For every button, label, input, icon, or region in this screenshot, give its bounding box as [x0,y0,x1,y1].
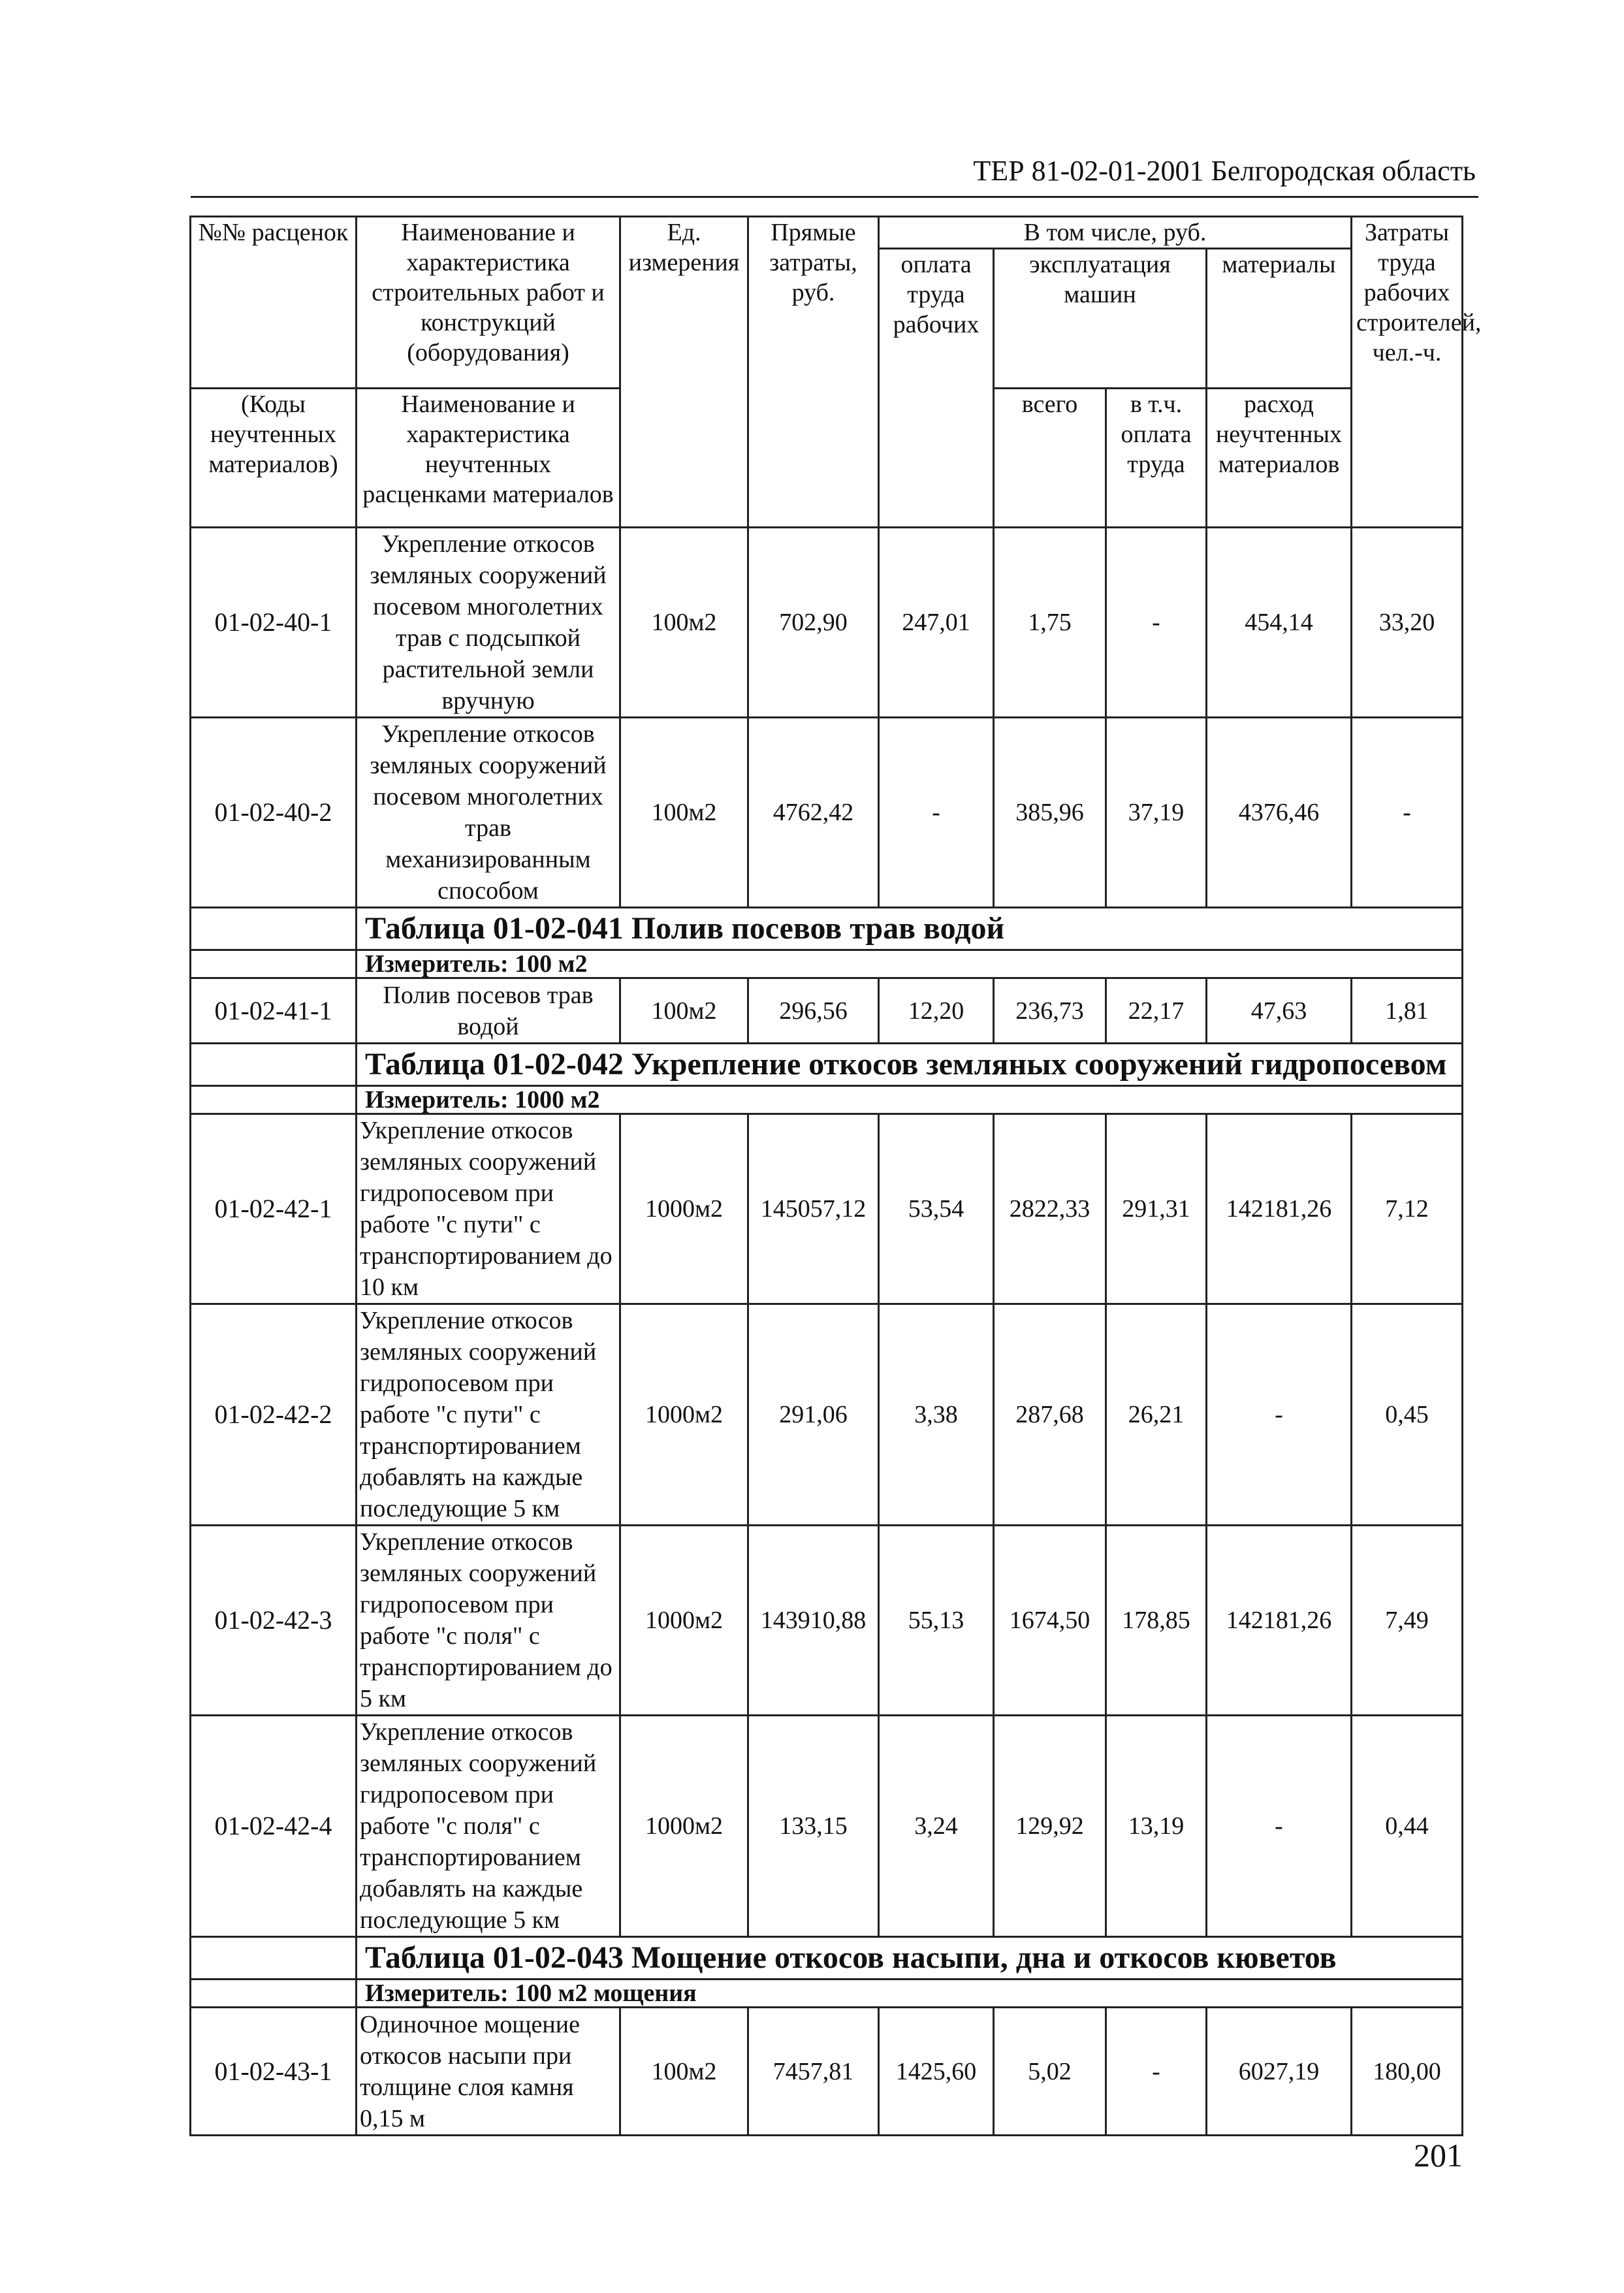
section-title-row [191,908,1463,950]
labor-costs: 0,45 [1352,1304,1463,1526]
machines-total: 287,68 [994,1304,1106,1526]
section-title-row [191,1044,1463,1086]
wage: 12,20 [879,978,994,1044]
table-row [191,978,1463,1044]
machines-wage: 13,19 [1106,1716,1207,1937]
section-title: Таблица 01-02-041 Полив посевов трав водой [357,908,1463,950]
materials: - [1207,1304,1352,1526]
direct-costs: 133,15 [748,1716,879,1937]
machines-wage: 22,17 [1106,978,1207,1044]
table-header-row [191,217,1463,249]
rate-code: 01-02-42-2 [191,1304,357,1526]
machines-total: 385,96 [994,718,1106,908]
unit: 100м2 [620,718,748,908]
direct-costs: 143910,88 [748,1526,879,1716]
table-row [191,1526,1463,1716]
unit: 1000м2 [620,1304,748,1526]
header-wage: оплата труда рабочих [879,249,994,528]
wage: 53,54 [879,1114,994,1304]
header-unit: Ед. измерения [620,217,748,528]
rate-code: 01-02-42-4 [191,1716,357,1937]
materials: 47,63 [1207,978,1352,1044]
machines-total: 2822,33 [994,1114,1106,1304]
wage: 247,01 [879,528,994,718]
unit: 100м2 [620,528,748,718]
materials: - [1207,1716,1352,1937]
running-head: ТЕР 81-02-01-2001 Белгородская область [973,155,1476,187]
machines-wage: 26,21 [1106,1304,1207,1526]
rate-code: 01-02-43-1 [191,2008,357,2136]
wage: 1425,60 [879,2008,994,2136]
header-materials: материалы [1207,249,1352,389]
machines-wage: 37,19 [1106,718,1207,908]
direct-costs: 7457,81 [748,2008,879,2136]
header-rule [191,196,1478,198]
wage: 55,13 [879,1526,994,1716]
direct-costs: 296,56 [748,978,879,1044]
labor-costs: - [1352,718,1463,908]
page-number: 201 [1414,2137,1463,2173]
machines-total: 5,02 [994,2008,1106,2136]
header-codes: (Коды неучтенных материалов) [191,389,357,528]
header-machines: эксплуатация машин [994,249,1207,389]
wage: 3,38 [879,1304,994,1526]
rate-code: 01-02-42-3 [191,1526,357,1716]
machines-wage: 178,85 [1106,1526,1207,1716]
section-title-row [191,1937,1463,1980]
materials: 4376,46 [1207,718,1352,908]
direct-costs: 291,06 [748,1304,879,1526]
work-name: Одиночное мощение откосов насыпи при толщине слоя камня 0,15 м [357,2008,620,2136]
table-row [191,528,1463,718]
wage: 3,24 [879,1716,994,1937]
machines-total: 1,75 [994,528,1106,718]
header-materials-name: Наименование и характеристика неучтенных расценками материалов [357,389,620,528]
materials: 6027,19 [1207,2008,1352,2136]
labor-costs: 180,00 [1352,2008,1463,2136]
machines-wage: - [1106,528,1207,718]
materials: 142181,26 [1207,1526,1352,1716]
labor-costs: 0,44 [1352,1716,1463,1937]
table-row [191,1304,1463,1526]
work-name: Укрепление откосов земляных сооружений гидропосевом при работе "с поля" с транспортированием добавлять на каждые последующие 5 км [357,1716,620,1937]
header-unaccounted-consumption: расход неучтенных материалов [1207,389,1352,528]
table-row [191,2008,1463,2136]
labor-costs: 7,49 [1352,1526,1463,1716]
header-direct-costs: Прямые затраты, руб. [748,217,879,528]
direct-costs: 145057,12 [748,1114,879,1304]
header-machines-wage: в т.ч. оплата труда [1106,389,1207,528]
table-row [191,1716,1463,1937]
rate-code: 01-02-40-1 [191,528,357,718]
work-name: Укрепление откосов земляных сооружений гидропосевом при работе "с поля" с транспортированием до 5 км [357,1526,620,1716]
measure-unit: Измеритель: 100 м2 мощения [357,1980,1463,2008]
machines-wage: 291,31 [1106,1114,1207,1304]
unit: 1000м2 [620,1526,748,1716]
direct-costs: 4762,42 [748,718,879,908]
rate-code: 01-02-42-1 [191,1114,357,1304]
header-work-name: Наименование и характеристика строительных работ и конструкций (оборудования) [357,217,620,389]
work-name: Укрепление откосов земляных сооружений гидропосевом при работе "с пути" с транспортированием добавлять на каждые последующие 5 км [357,1304,620,1526]
table-row [191,718,1463,908]
header-machines-total: всего [994,389,1106,528]
section-title: Таблица 01-02-042 Укрепление откосов земляных сооружений гидропосевом [357,1044,1463,1086]
rates-table [189,216,1482,2136]
materials: 454,14 [1207,528,1352,718]
unit: 100м2 [620,2008,748,2136]
rate-code: 01-02-41-1 [191,978,357,1044]
measure-row [191,950,1463,978]
unit: 1000м2 [620,1716,748,1937]
unit: 1000м2 [620,1114,748,1304]
unit: 100м2 [620,978,748,1044]
work-name: Укрепление откосов земляных сооружений посевом многолетних трав с подсыпкой растительной земли вручную [357,528,620,718]
rate-code: 01-02-40-2 [191,718,357,908]
machines-total: 236,73 [994,978,1106,1044]
table-row [191,1114,1463,1304]
measure-unit: Измеритель: 100 м2 [357,950,1463,978]
direct-costs: 702,90 [748,528,879,718]
header-labor-costs: Затраты труда рабочих строителей, чел.-ч. [1352,217,1463,528]
measure-row [191,1980,1463,2008]
measure-unit: Измеритель: 1000 м2 [357,1086,1463,1114]
machines-total: 1674,50 [994,1526,1106,1716]
work-name: Полив посевов трав водой [357,978,620,1044]
work-name: Укрепление откосов земляных сооружений посевом многолетних трав механизированным способом [357,718,620,908]
wage: - [879,718,994,908]
labor-costs: 7,12 [1352,1114,1463,1304]
materials: 142181,26 [1207,1114,1352,1304]
header-rate-number: №№ расценок [191,217,357,389]
header-including: В том числе, руб. [879,217,1352,249]
machines-wage: - [1106,2008,1207,2136]
labor-costs: 1,81 [1352,978,1463,1044]
machines-total: 129,92 [994,1716,1106,1937]
measure-row [191,1086,1463,1114]
labor-costs: 33,20 [1352,528,1463,718]
section-title: Таблица 01-02-043 Мощение откосов насыпи, дна и откосов кюветов [357,1937,1463,1980]
work-name: Укрепление откосов земляных сооружений гидропосевом при работе "с пути" с транспортированием до 10 км [357,1114,620,1304]
